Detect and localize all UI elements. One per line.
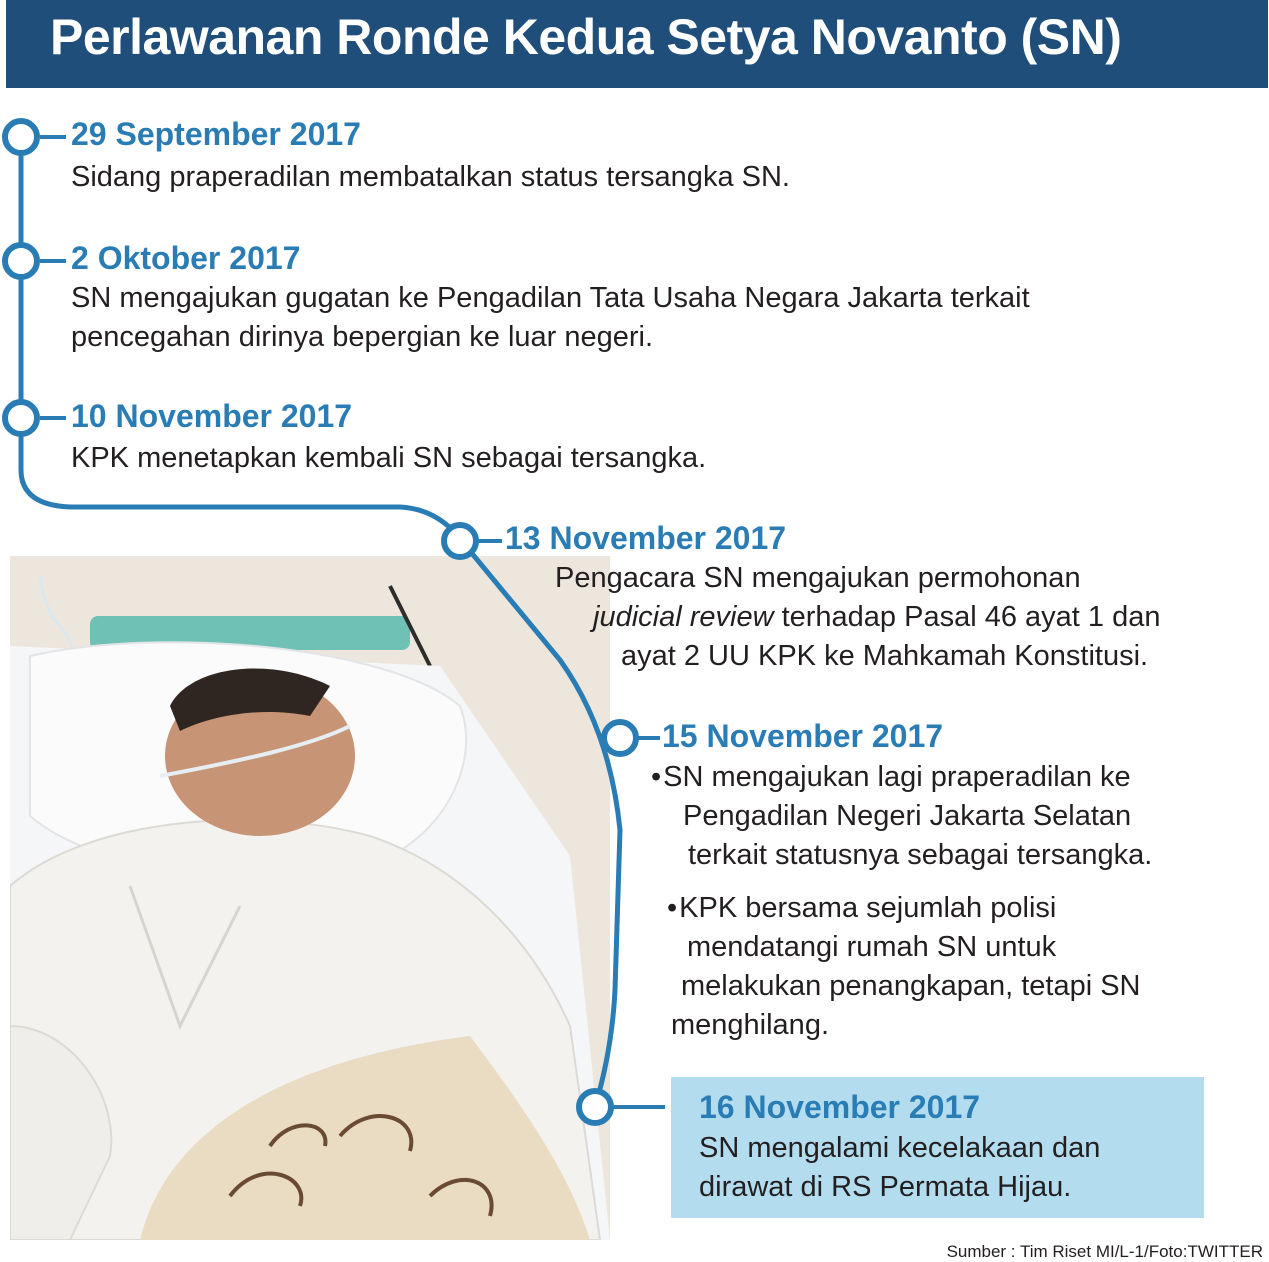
event-description [71,279,1030,357]
event-description [699,1129,1100,1207]
highlight-box [671,1077,1204,1218]
event-description [71,158,790,197]
bullet-text: SN mengajukan lagi praperadilan ke [663,761,1131,793]
timeline-node [444,525,476,557]
timeline-node [5,245,37,277]
event-date: 2 Oktober 2017 [71,240,301,276]
bullet-text: KPK bersama sejumlah polisi [679,892,1057,924]
event-description-line: Pengacara SN mengajukan permohonan [555,562,1081,594]
timeline-node [5,402,37,434]
event-description-line: pencegahan dirinya bepergian ke luar negeri. [71,321,654,353]
bullet-line [667,889,1140,928]
event-description-line [593,598,1160,637]
event-date: 15 November 2017 [662,718,944,754]
bullet-icon: • [667,892,678,924]
bullet-item [651,758,1152,875]
timeline-node [5,121,37,153]
bullet-icon: • [651,761,662,793]
event-description-line: KPK menetapkan kembali SN sebagai tersangka. [71,442,707,474]
event-date: 13 November 2017 [505,520,787,556]
page-title: Perlawanan Ronde Kedua Setya Novanto (SN) [50,9,1122,65]
bullet-line: terkait statusnya sebagai tersangka. [688,839,1153,871]
bullet-line [651,758,1152,797]
source-credit: Sumber : Tim Riset MI/L-1/Foto:TWITTER [946,1242,1263,1261]
event-description-line: dirawat di RS Permata Hijau. [699,1171,1072,1203]
bullet-line: menghilang. [671,1009,829,1041]
bullet-item [667,889,1140,1045]
event-date: 29 September 2017 [71,116,361,152]
bullet-line: Pengadilan Negeri Jakarta Selatan [683,800,1132,832]
event-description-text: terhadap Pasal 46 ayat 1 dan [773,601,1161,633]
event-description-line: SN mengajukan gugatan ke Pengadilan Tata Usaha Negara Jakarta terkait [71,282,1030,314]
event-description [71,439,706,478]
timeline-node [604,722,636,754]
italic-term: judicial review [593,601,774,633]
event-date: 10 November 2017 [71,398,353,434]
event-description-line: SN mengalami kecelakaan dan [699,1132,1101,1164]
event-description-line: ayat 2 UU KPK ke Mahkamah Konstitusi. [621,640,1149,672]
bullet-line: melakukan penangkapan, tetapi SN [681,970,1141,1002]
event-date: 16 November 2017 [699,1089,981,1125]
event-description-line: Sidang praperadilan membatalkan status tersangka SN. [71,161,790,193]
bullet-line: mendatangi rumah SN untuk [687,931,1057,963]
timeline-node [579,1091,611,1123]
